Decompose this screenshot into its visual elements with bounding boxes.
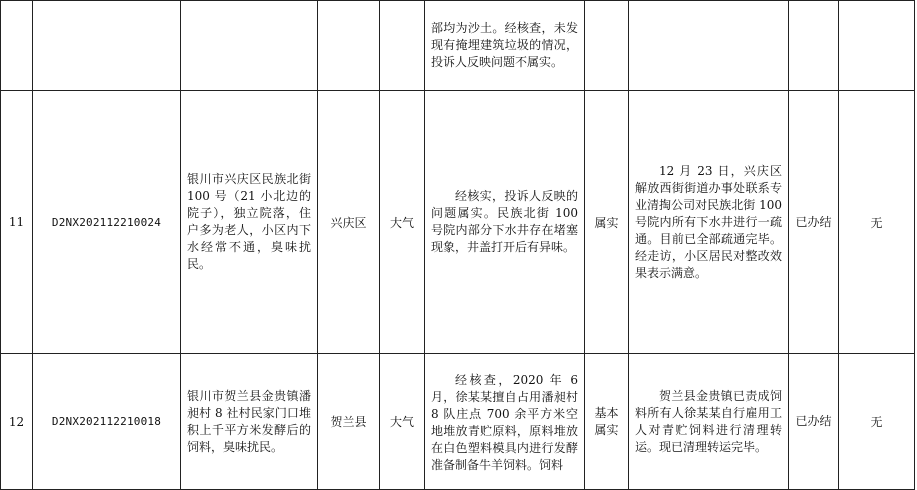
seq-cell xyxy=(1,1,33,91)
verification-cell xyxy=(425,354,585,490)
verification-cell xyxy=(425,91,585,354)
status-cell xyxy=(789,1,839,91)
handling-text: 12 月 23 日，兴庆区解放西街街道办事处联系专业清掏公司对民族北街 100 号院内所有下水井进行一疏通。目前已全部疏通完毕。经走访，小区居民对整改效果表示满意。 xyxy=(635,163,782,280)
seq-cell: 12 xyxy=(1,354,33,490)
complaint-cell xyxy=(181,1,318,91)
handling-text: 贺兰县金贵镇已责成饲料所有人徐某某自行雇用工人对青贮饲料进行清理转运。现已清理转运完毕。 xyxy=(635,388,782,454)
truth-text: 基本属实 xyxy=(594,405,619,437)
district-cell: 兴庆区 xyxy=(318,91,380,354)
status-cell xyxy=(789,354,839,490)
status-cell xyxy=(789,91,839,354)
truth-cell xyxy=(585,1,629,91)
accountability-cell: 无 xyxy=(839,91,915,354)
table-row xyxy=(1,354,915,490)
type-cell xyxy=(380,1,425,91)
handling-cell xyxy=(629,354,789,490)
accountability-cell: 无 xyxy=(839,354,915,490)
district-cell xyxy=(318,1,380,91)
type-cell: 大气 xyxy=(380,354,425,490)
code-cell: D2NX202112210018 xyxy=(33,354,181,490)
seq-cell: 11 xyxy=(1,91,33,354)
complaint-cell xyxy=(181,354,318,490)
complaint-text: 银川市兴庆区民族北街 100 号（21 小北边的院子），独立院落，住户多为老人，小区内下水经常不通，臭味扰民。 xyxy=(187,172,311,271)
verification-text: 经核实，投诉人反映的问题属实。民族北街 100 号院内部分下水井存在堵塞现象，井盖打开后有异味。 xyxy=(431,189,578,254)
code-cell xyxy=(33,1,181,91)
handling-cell xyxy=(629,1,789,91)
code-cell: D2NX202112210024 xyxy=(33,91,181,354)
verification-cell xyxy=(425,1,585,91)
verification-text: 部均为沙土。经核查，未发现有掩埋建筑垃圾的情况，投诉人反映问题不属实。 xyxy=(431,21,578,69)
status-text: 已办结 xyxy=(795,414,832,428)
verification-text: 经核查，2020 年 6 月，徐某某擅自占用潘昶村 8 队庄点 700 余平方米空地堆放青贮原料，原料堆放在白色塑料模具内进行发酵准备制备牛羊饲料。饲料 xyxy=(431,372,578,472)
complaint-cell xyxy=(181,91,318,354)
complaint-text: 银川市贺兰县金贵镇潘昶村 8 社村民家门口堆积上千平方米发酵后的饲料，臭味扰民。 xyxy=(187,388,311,454)
handling-cell xyxy=(629,91,789,354)
table-row xyxy=(1,91,915,354)
table-row xyxy=(1,1,915,91)
district-cell: 贺兰县 xyxy=(318,354,380,490)
status-text: 已办结 xyxy=(795,214,832,229)
accountability-cell xyxy=(839,1,915,91)
truth-cell xyxy=(585,354,629,490)
type-cell: 大气 xyxy=(380,91,425,354)
truth-cell: 属实 xyxy=(585,91,629,354)
